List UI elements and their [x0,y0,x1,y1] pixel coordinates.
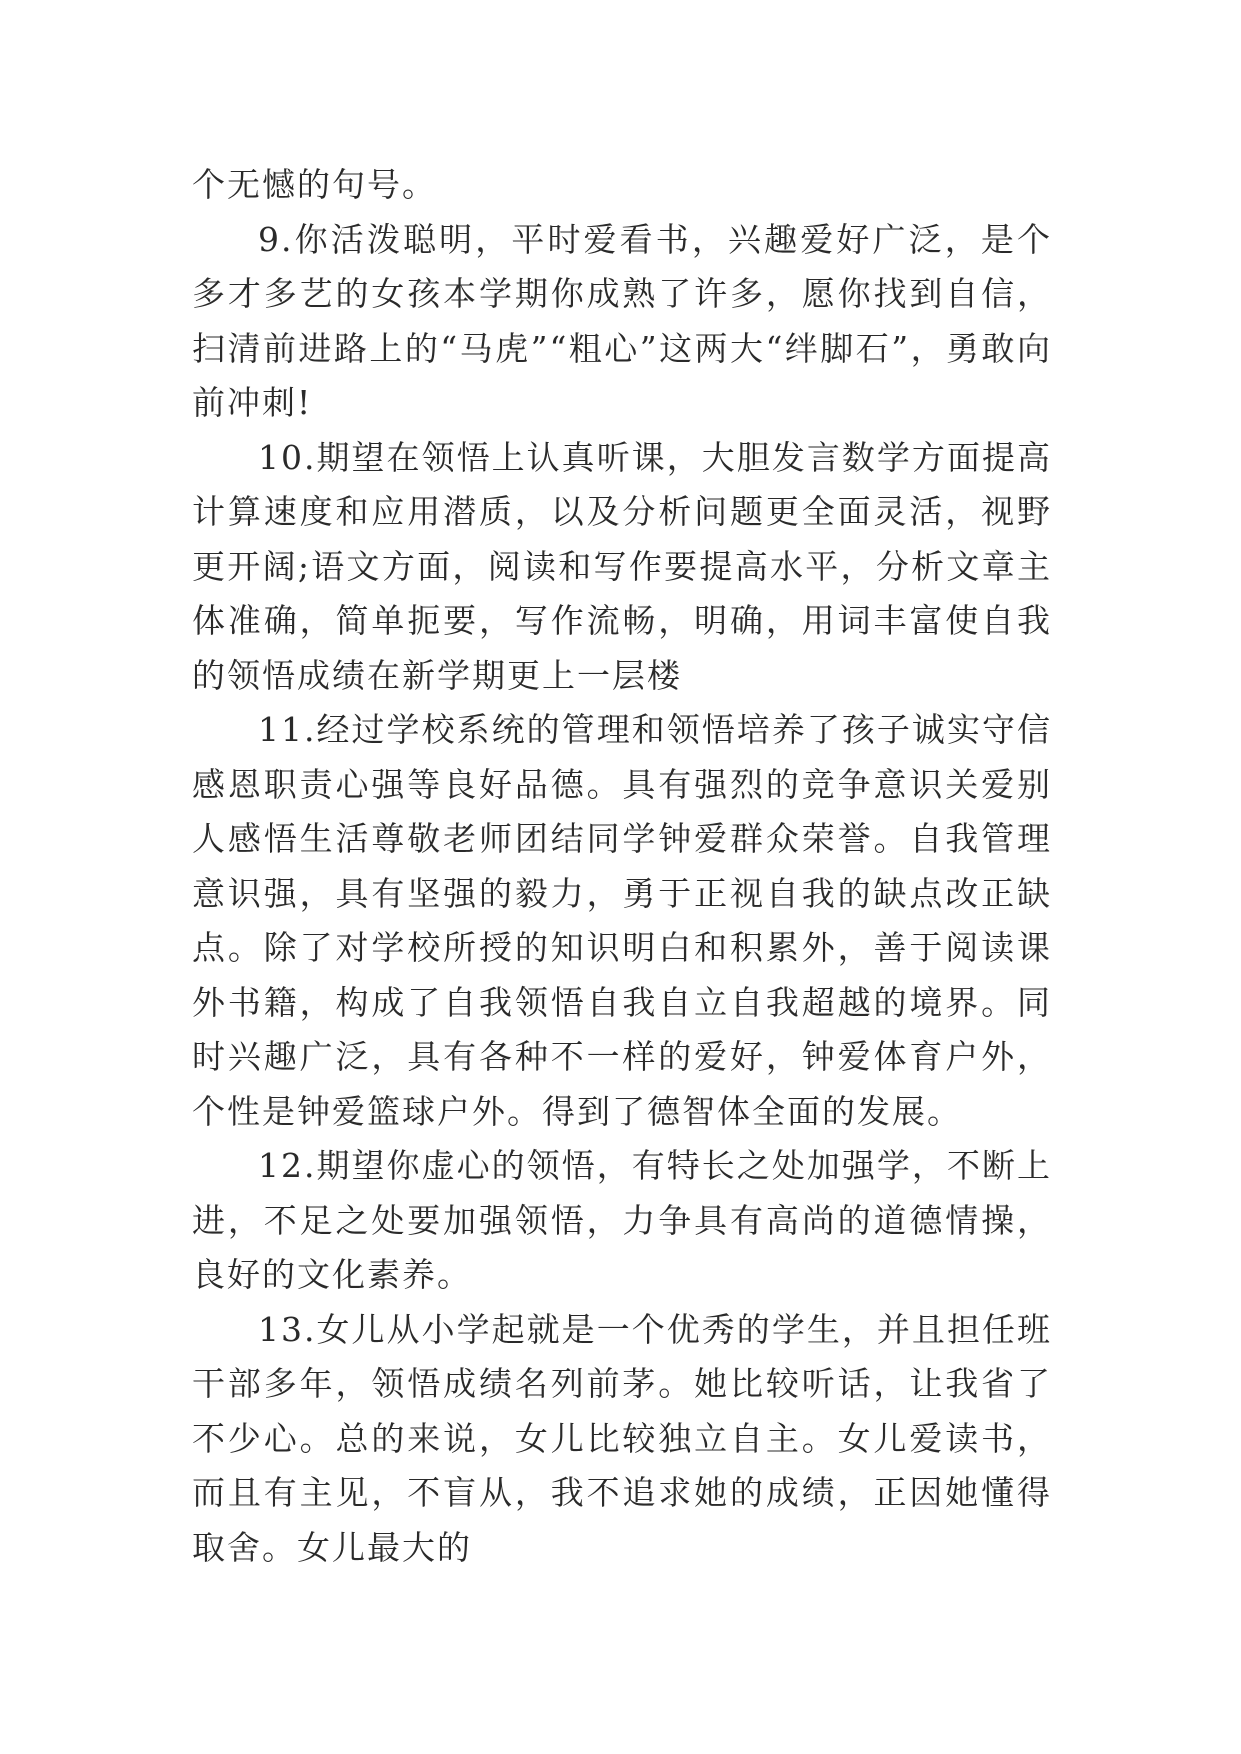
paragraph-continued: 个无憾的句号。 [192,165,437,204]
paragraph-9: 9.你活泼聪明，平时爱看书，兴趣爱好广泛，是个多才多艺的女孩本学期你成熟了许多，愿你找到自信，扫清前进路上的“马虎”“粗心”这两大“绊脚石”，勇敢向前冲刺! [192,219,1052,422]
paragraph-10: 10.期望在领悟上认真听课，大胆发言数学方面提高计算速度和应用潜质，以及分析问题更全面灵活，视野更开阔;语文方面，阅读和写作要提高水平，分析文章主体准确，简单扼要，写作流畅，明确，用词丰富使自我的领悟成绩在新学期更上一层楼 [192,437,1052,695]
paragraph-11: 11.经过学校系统的管理和领悟培养了孩子诚实守信感恩职责心强等良好品德。具有强烈的竞争意识关爱别人感悟生活尊敬老师团结同学钟爱群众荣誉。自我管理意识强，具有坚强的毅力，勇于正视自我的缺点改正缺点。除了对学校所授的知识明白和积累外，善于阅读课外书籍，构成了自我领悟自我自立自我超越的境界。同时兴趣广泛，具有各种不一样的爱好，钟爱体育户外，个性是钟爱篮球户外。得到了德智体全面的发展。 [192,710,1052,1131]
paragraph-12: 12.期望你虚心的领悟，有特长之处加强学，不断上进，不足之处要加强领悟，力争具有高尚的道德情操，良好的文化素养。 [192,1146,1052,1294]
paragraph-13: 13.女儿从小学起就是一个优秀的学生，并且担任班干部多年，领悟成绩名列前茅。她比较听话，让我省了不少心。总的来说，女儿比较独立自主。女儿爱读书，而且有主见，不盲从，我不追求她的成绩，正因她懂得取舍。女儿最大的 [192,1309,1052,1567]
document-body [192,158,1052,1575]
